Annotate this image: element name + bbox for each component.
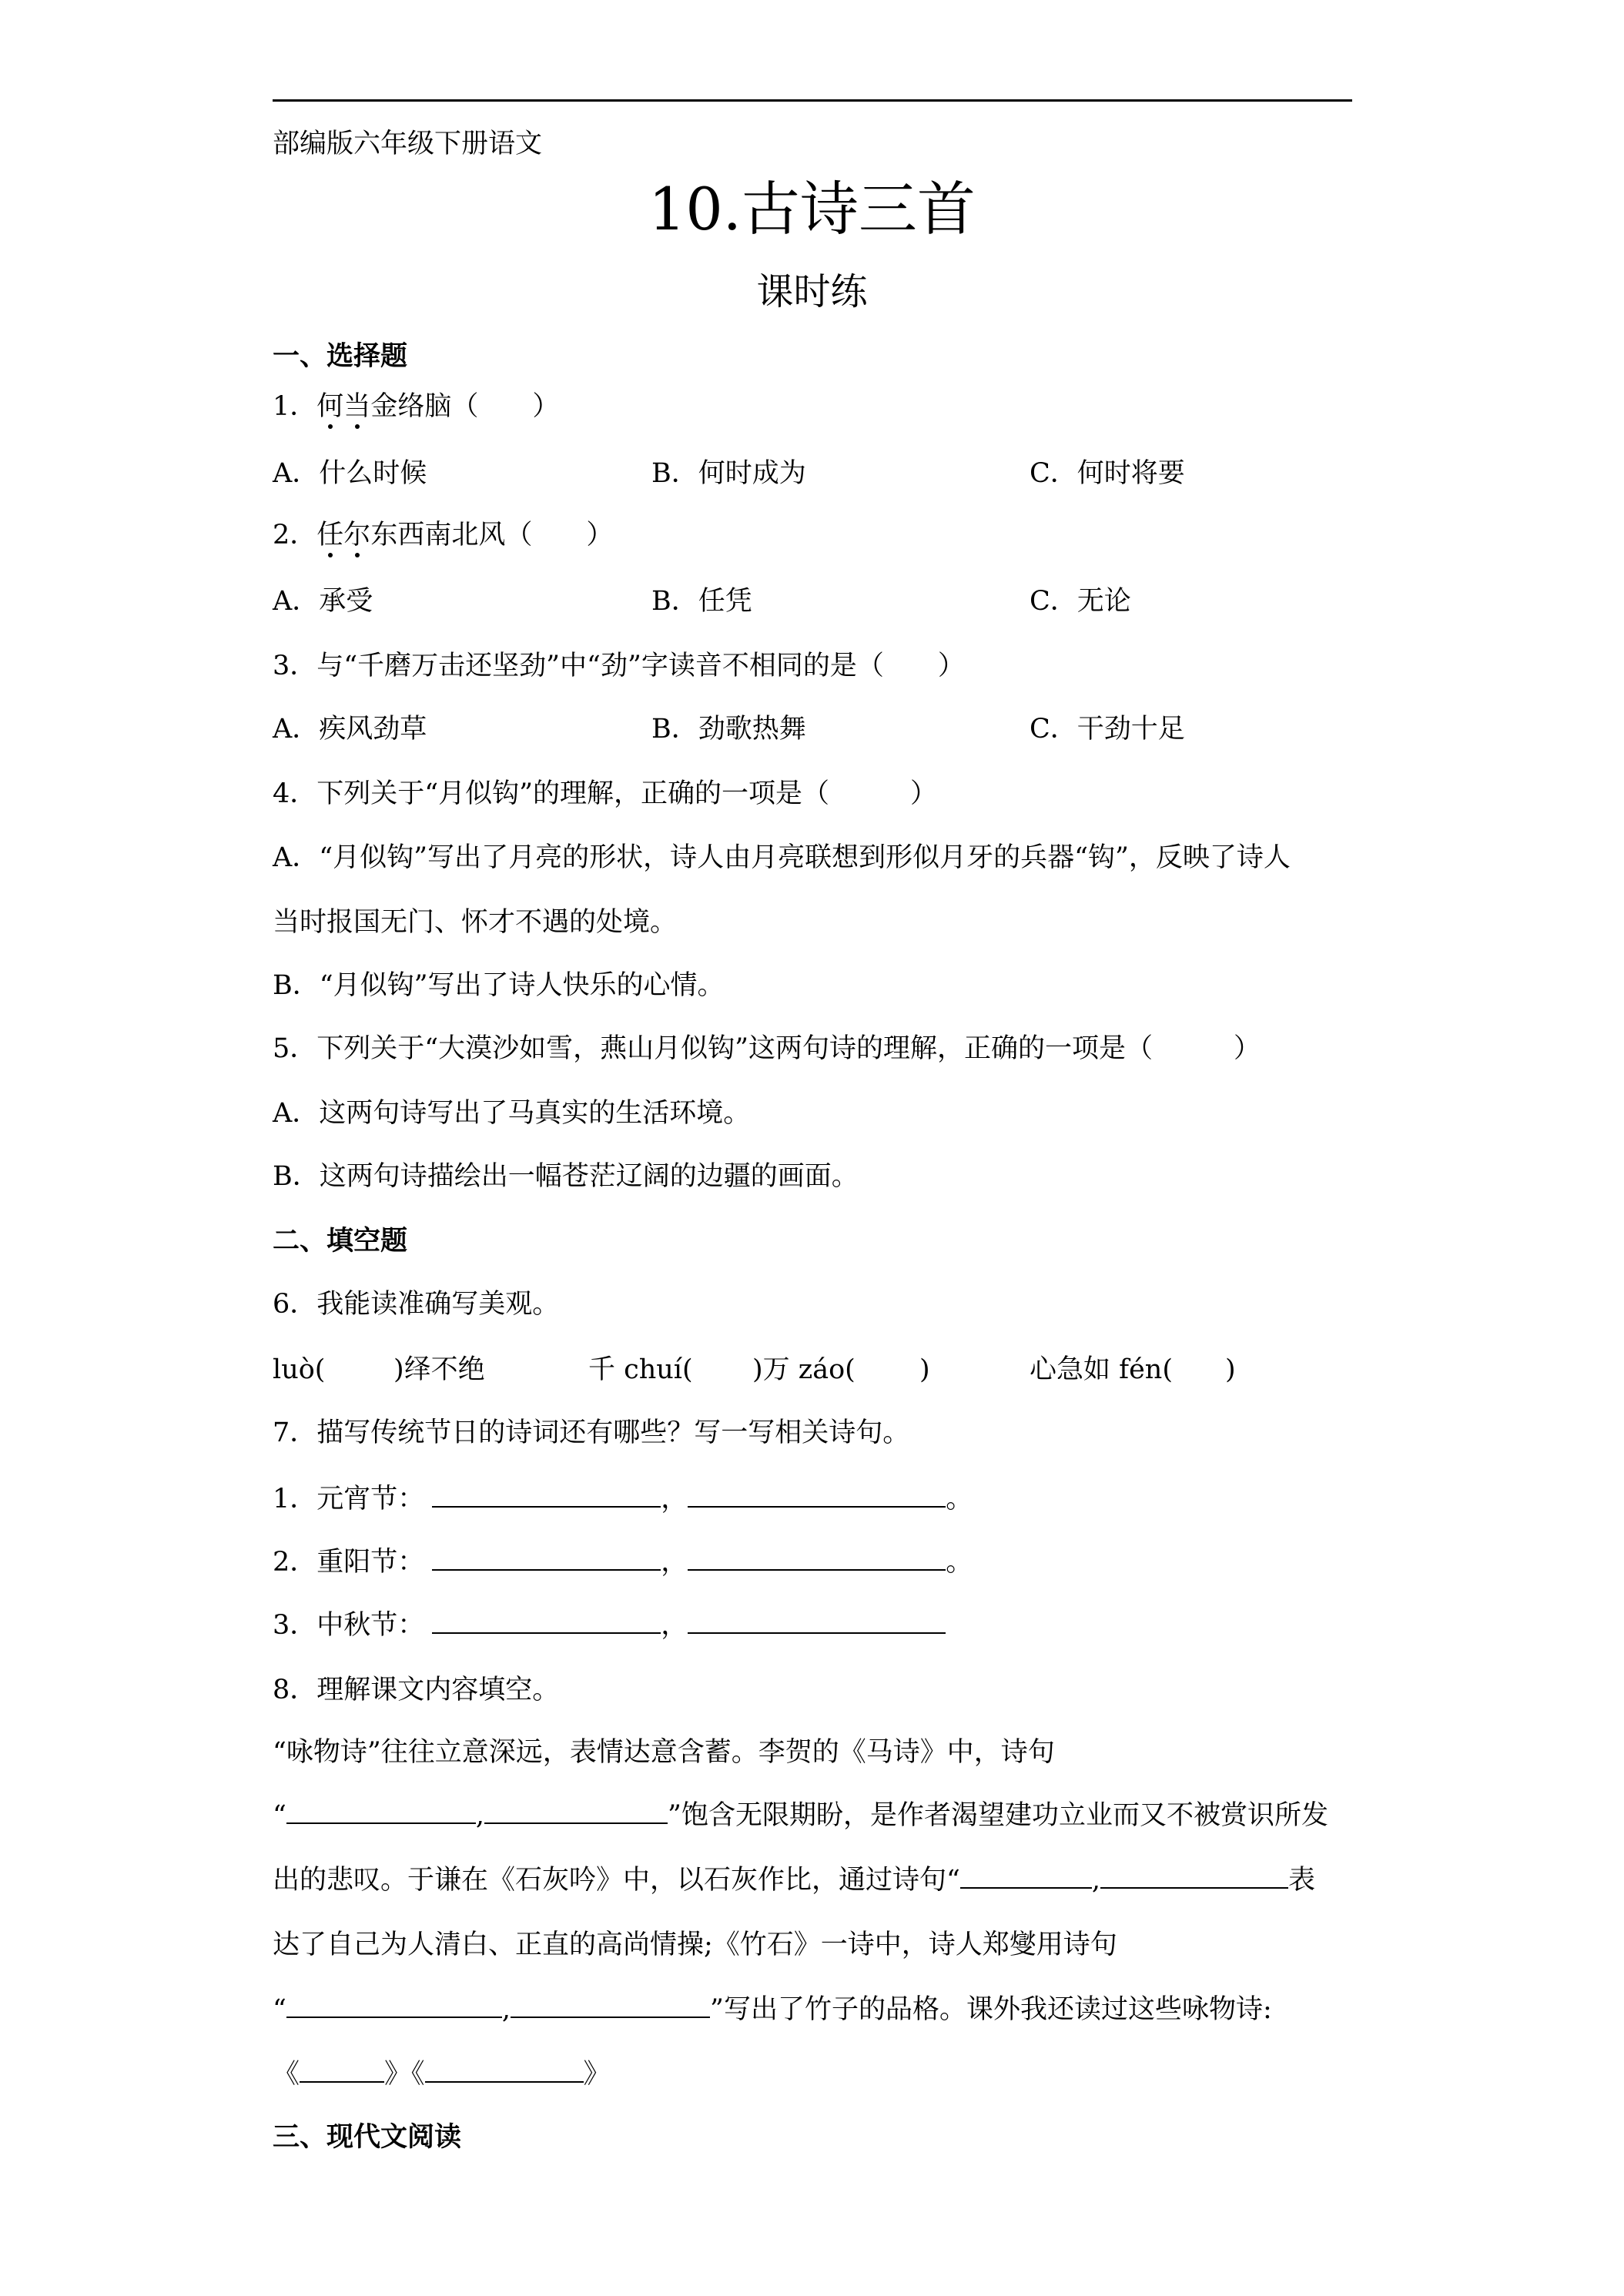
question-8-line-5 (273, 1986, 1352, 2033)
emphasis-char: 任 (316, 520, 344, 551)
pinyin-segment: ) (919, 1354, 930, 1385)
separator: ， (661, 1484, 688, 1514)
title-bracket-close: 》 (583, 2059, 611, 2090)
question-7-item (273, 1539, 1352, 1585)
section-heading-fill: 二、填空题 (273, 1225, 408, 1257)
question-1-stem: 金络脑（ ） (370, 391, 560, 422)
pinyin-segment: )绎不绝 (393, 1354, 485, 1385)
separator: , (501, 1994, 511, 2025)
answer-blank (484, 1821, 668, 1824)
question-7-item (273, 1602, 1352, 1648)
separator: ， (661, 1547, 688, 1578)
question-8-line-6 (273, 2051, 1352, 2097)
option-c: C．干劲十足 (1030, 714, 1185, 745)
question-2 (273, 512, 1352, 558)
line-text: 出的悲叹。于谦在《石灰吟》中，以石灰作比，通过诗句“ (273, 1865, 960, 1896)
question-1 (273, 383, 1352, 430)
section-heading-reading: 三、现代文阅读 (273, 2121, 462, 2153)
title-bracket-open: 《 (273, 2059, 300, 2090)
option-c: C．何时将要 (1030, 458, 1185, 489)
header-rule (273, 99, 1352, 102)
option-a: A．什么时候 (273, 458, 427, 489)
question-3-options (273, 706, 1352, 752)
separator: ， (661, 1610, 688, 1641)
lesson-title: 10.古诗三首 (648, 175, 976, 243)
question-2-number: 2． (273, 520, 317, 551)
title-bracket-mid: 》《 (384, 2059, 425, 2090)
option-a: A．承受 (273, 586, 373, 617)
question-2-stem: 东西南北风（ ） (370, 520, 614, 551)
question-6-pinyin-row (273, 1347, 1352, 1393)
pinyin-segment: ) (1225, 1354, 1236, 1385)
question-7: 7．描写传统节日的诗词还有哪些？写一写相关诗句。 (273, 1417, 910, 1448)
answer-blank (1100, 1886, 1288, 1889)
question-4-option-a-line-2: 当时报国无门、怀才不遇的处境。 (273, 907, 678, 938)
line-end: 。 (946, 1484, 973, 1514)
answer-blank (688, 1568, 946, 1571)
question-1-number: 1． (273, 391, 317, 422)
pinyin-segment: luò( (273, 1354, 326, 1385)
question-5-option-a: A．这两句诗写出了马真实的生活环境。 (273, 1098, 751, 1129)
answer-blank (300, 2080, 384, 2083)
question-2-options (273, 578, 1352, 624)
pinyin-segment: )万 záo( (752, 1354, 856, 1385)
answer-blank (511, 2015, 710, 2018)
answer-blank (286, 1821, 476, 1824)
line-text: ”饱含无限期盼，是作者渴望建功立业而又不被赏识所发 (668, 1800, 1328, 1831)
answer-blank (286, 2015, 502, 2018)
question-8-line-4: 达了自己为人清白、正直的高尚情操;《竹石》一诗中，诗人郑燮用诗句 (273, 1930, 1117, 1960)
pinyin-segment: 心急如 fén( (1030, 1354, 1173, 1385)
answer-blank (960, 1886, 1092, 1889)
answer-blank (432, 1504, 661, 1508)
open-quote: “ (273, 1994, 286, 2025)
question-8-line-1: “咏物诗”往往立意深远，表情达意含蓄。李贺的《马诗》中，诗句 (273, 1737, 1055, 1768)
festival-label: 2．重阳节： (273, 1547, 425, 1578)
question-8: 8．理解课文内容填空。 (273, 1675, 560, 1705)
question-1-emphasis (316, 391, 370, 422)
option-a: A．疾风劲草 (273, 714, 427, 745)
question-6: 6．我能读准确写美观。 (273, 1289, 560, 1320)
option-c: C．无论 (1030, 586, 1131, 617)
answer-blank (432, 1568, 661, 1571)
question-4: 4．下列关于“月似钩”的理解，正确的一项是（ ） (273, 778, 938, 809)
separator: , (1091, 1865, 1101, 1896)
answer-blank (425, 2080, 584, 2083)
question-5: 5．下列关于“大漠沙如雪，燕山月似钩”这两句诗的理解，正确的一项是（ ） (273, 1033, 1261, 1064)
separator: , (475, 1800, 485, 1831)
lesson-subtitle: 课时练 (756, 270, 868, 313)
emphasis-char: 何 (316, 391, 344, 422)
emphasis-char: 当 (343, 391, 371, 422)
option-b: B．劲歌热舞 (651, 714, 806, 745)
question-3: 3．与“千磨万击还坚劲”中“劲”字读音不相同的是（ ） (273, 651, 965, 681)
line-end: 。 (946, 1547, 973, 1578)
emphasis-char: 尔 (343, 520, 371, 551)
option-b: B．何时成为 (651, 458, 806, 489)
line-text: ”写出了竹子的品格。课外我还读过这些咏物诗: (710, 1994, 1272, 2025)
question-5-option-b: B．这两句诗描绘出一幅苍茫辽阔的边疆的画面。 (273, 1161, 859, 1192)
open-quote: “ (273, 1800, 286, 1831)
festival-label: 3．中秋节： (273, 1610, 425, 1641)
festival-label: 1．元宵节： (273, 1484, 425, 1514)
answer-blank (432, 1631, 661, 1634)
question-4-option-b: B．“月似钩”写出了诗人快乐的心情。 (273, 970, 725, 1001)
answer-blank (688, 1631, 946, 1634)
option-b: B．任凭 (651, 586, 752, 617)
question-4-option-a-line-1: A．“月似钩”写出了月亮的形状，诗人由月亮联想到形似月牙的兵器“钩”，反映了诗人 (273, 842, 1291, 873)
course-label: 部编版六年级下册语文 (273, 129, 543, 159)
line-text: 表 (1288, 1865, 1316, 1896)
question-1-options (273, 450, 1352, 497)
section-heading-choice: 一、选择题 (273, 340, 408, 372)
question-2-emphasis (316, 520, 370, 551)
question-8-line-3 (273, 1857, 1352, 1903)
question-7-item (273, 1476, 1352, 1522)
question-8-line-2 (273, 1792, 1352, 1839)
pinyin-segment: 千 chuí( (588, 1354, 693, 1385)
answer-blank (688, 1504, 946, 1508)
